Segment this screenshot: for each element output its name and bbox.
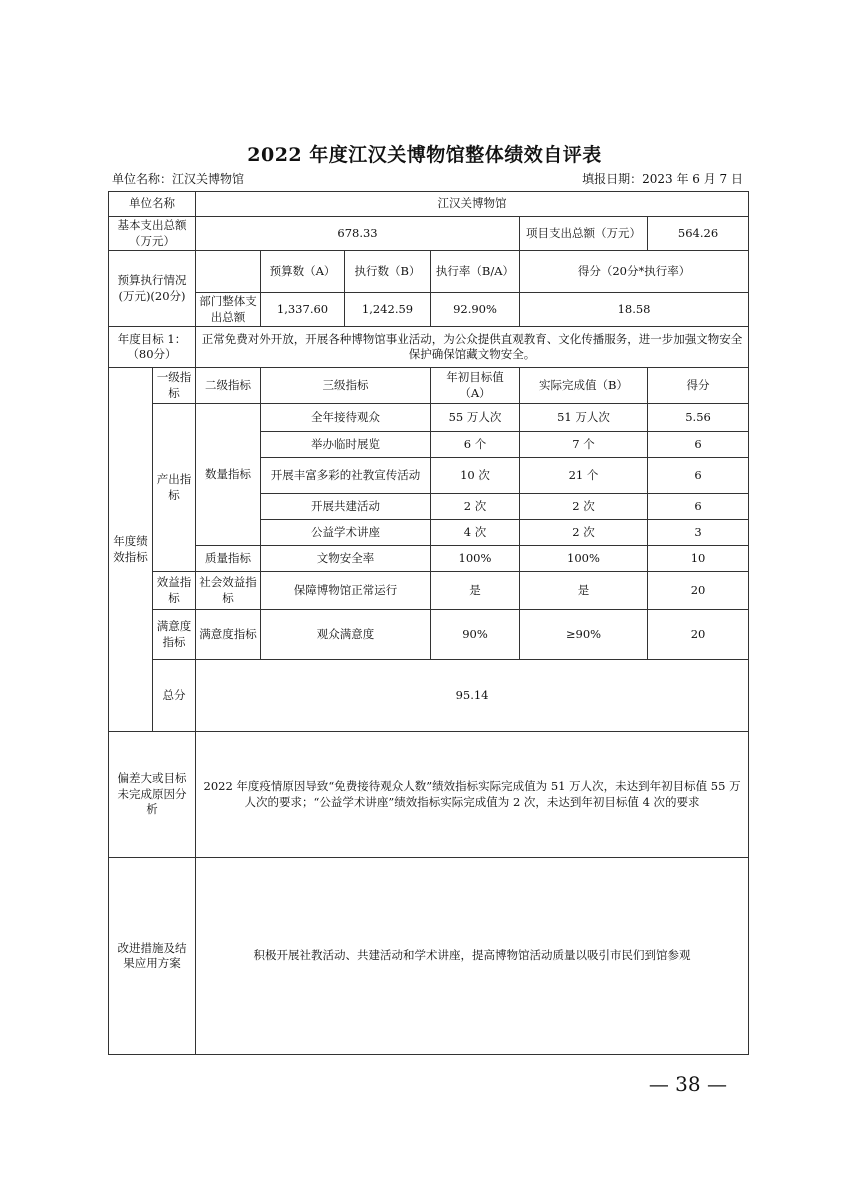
quantity-indicator-label: 数量指标 xyxy=(196,404,261,546)
indicator-name: 观众满意度 xyxy=(261,610,431,660)
unit-name-label: 单位名称： xyxy=(112,172,173,186)
indicator-score: 6 xyxy=(648,432,749,458)
improvement-plan-text: 积极开展社教活动、共建活动和学术讲座，提高博物馆活动质量以吸引市民们到馆参观 xyxy=(196,858,749,1055)
budget-value: 1,242.59 xyxy=(345,293,431,327)
indicator-name: 公益学术讲座 xyxy=(261,520,431,546)
total-score-label: 总分 xyxy=(153,660,196,732)
indicator-actual: ≥90% xyxy=(520,610,648,660)
indicator-name: 开展共建活动 xyxy=(261,494,431,520)
budget-row-label: 部门整体支出总额 xyxy=(196,293,261,327)
indicator-header: 二级指标 xyxy=(196,368,261,404)
indicator-score: 5.56 xyxy=(648,404,749,432)
report-date-label: 填报日期： xyxy=(582,172,643,186)
indicator-target: 100% xyxy=(431,546,520,572)
table-row xyxy=(109,217,749,251)
deviation-analysis-text: 2022 年度疫情原因导致“免费接待观众人数”绩效指标实际完成值为 51 万人次，未达到年初目标值 55 万人次的要求；“公益学术讲座”绩效指标实际完成值为 2 次，未达到年初目标值 4 次的要求 xyxy=(196,732,749,858)
satisfaction-sub-label: 满意度指标 xyxy=(196,610,261,660)
budget-header: 得分（20分*执行率） xyxy=(520,251,749,293)
indicator-score: 6 xyxy=(648,458,749,494)
satisfaction-indicator-label: 满意度指标 xyxy=(153,610,196,660)
page-number: — 38 — xyxy=(648,1072,727,1096)
social-benefit-label: 社会效益指标 xyxy=(196,572,261,610)
unit-name-header: 单位名称 xyxy=(109,192,196,217)
indicator-name: 文物安全率 xyxy=(261,546,431,572)
unit-name-cell: 江汉关博物馆 xyxy=(196,192,749,217)
unit-name-value: 江汉关博物馆 xyxy=(172,172,245,186)
performance-indicators-label: 年度绩效指标 xyxy=(109,368,153,732)
indicator-actual: 2 次 xyxy=(520,520,648,546)
indicator-target: 2 次 xyxy=(431,494,520,520)
indicator-target: 10 次 xyxy=(431,458,520,494)
budget-value: 18.58 xyxy=(520,293,749,327)
indicator-name: 全年接待观众 xyxy=(261,404,431,432)
annual-goal-label: 年度目标 1：（80分） xyxy=(109,327,196,368)
project-expense-label: 项目支出总额（万元） xyxy=(520,217,648,251)
indicator-actual: 是 xyxy=(520,572,648,610)
page-title: 2022 年度江汉关博物馆整体绩效自评表 xyxy=(247,144,602,166)
table-row xyxy=(109,610,749,660)
table-row xyxy=(109,572,749,610)
table-row xyxy=(109,368,749,404)
indicator-name: 举办临时展览 xyxy=(261,432,431,458)
table-row xyxy=(109,192,749,217)
project-expense-value: 564.26 xyxy=(648,217,749,251)
table-row xyxy=(109,404,749,432)
table-row xyxy=(109,660,749,732)
annual-goal-text: 正常免费对外开放，开展各种博物馆事业活动，为公众提供直观教育、文化传播服务，进一步加强文物安全保护确保馆藏文物安全。 xyxy=(196,327,749,368)
indicator-actual: 21 个 xyxy=(520,458,648,494)
indicator-actual: 7 个 xyxy=(520,432,648,458)
budget-value: 92.90% xyxy=(431,293,520,327)
budget-value: 1,337.60 xyxy=(261,293,345,327)
indicator-name: 保障博物馆正常运行 xyxy=(261,572,431,610)
indicator-score: 3 xyxy=(648,520,749,546)
indicator-target: 55 万人次 xyxy=(431,404,520,432)
table-row xyxy=(109,546,749,572)
indicator-target: 6 个 xyxy=(431,432,520,458)
report-date-line xyxy=(582,170,743,187)
indicator-target: 90% xyxy=(431,610,520,660)
indicator-actual: 2 次 xyxy=(520,494,648,520)
indicator-score: 10 xyxy=(648,546,749,572)
budget-execution-label: 预算执行情况(万元)(20分) xyxy=(109,251,196,327)
evaluation-table xyxy=(108,191,749,1055)
basic-expense-label: 基本支出总额（万元） xyxy=(109,217,196,251)
indicator-actual: 51 万人次 xyxy=(520,404,648,432)
deviation-analysis-label: 偏差大或目标未完成原因分析 xyxy=(109,732,196,858)
indicator-header: 得分 xyxy=(648,368,749,404)
indicator-header: 年初目标值（A） xyxy=(431,368,520,404)
indicator-actual: 100% xyxy=(520,546,648,572)
improvement-plan-label: 改进措施及结果应用方案 xyxy=(109,858,196,1055)
indicator-header: 一级指标 xyxy=(153,368,196,404)
unit-name-line xyxy=(112,170,244,187)
total-score-value: 95.14 xyxy=(196,660,749,732)
budget-header: 执行率（B/A） xyxy=(431,251,520,293)
table-row xyxy=(109,858,749,1055)
table-row xyxy=(109,732,749,858)
table-row xyxy=(109,293,749,327)
indicator-header: 三级指标 xyxy=(261,368,431,404)
indicator-target: 4 次 xyxy=(431,520,520,546)
benefit-indicator-label: 效益指标 xyxy=(153,572,196,610)
report-date-value: 2023 年 6 月 7 日 xyxy=(642,172,743,186)
budget-header: 预算数（A） xyxy=(261,251,345,293)
indicator-score: 20 xyxy=(648,610,749,660)
indicator-target: 是 xyxy=(431,572,520,610)
indicator-score: 6 xyxy=(648,494,749,520)
indicator-header: 实际完成值（B） xyxy=(520,368,648,404)
table-row xyxy=(109,327,749,368)
basic-expense-value: 678.33 xyxy=(196,217,520,251)
budget-empty-cell xyxy=(196,251,261,293)
quality-indicator-label: 质量指标 xyxy=(196,546,261,572)
table-row xyxy=(109,251,749,293)
indicator-name: 开展丰富多彩的社教宣传活动 xyxy=(261,458,431,494)
output-indicator-label: 产出指标 xyxy=(153,404,196,572)
indicator-score: 20 xyxy=(648,572,749,610)
budget-header: 执行数（B） xyxy=(345,251,431,293)
